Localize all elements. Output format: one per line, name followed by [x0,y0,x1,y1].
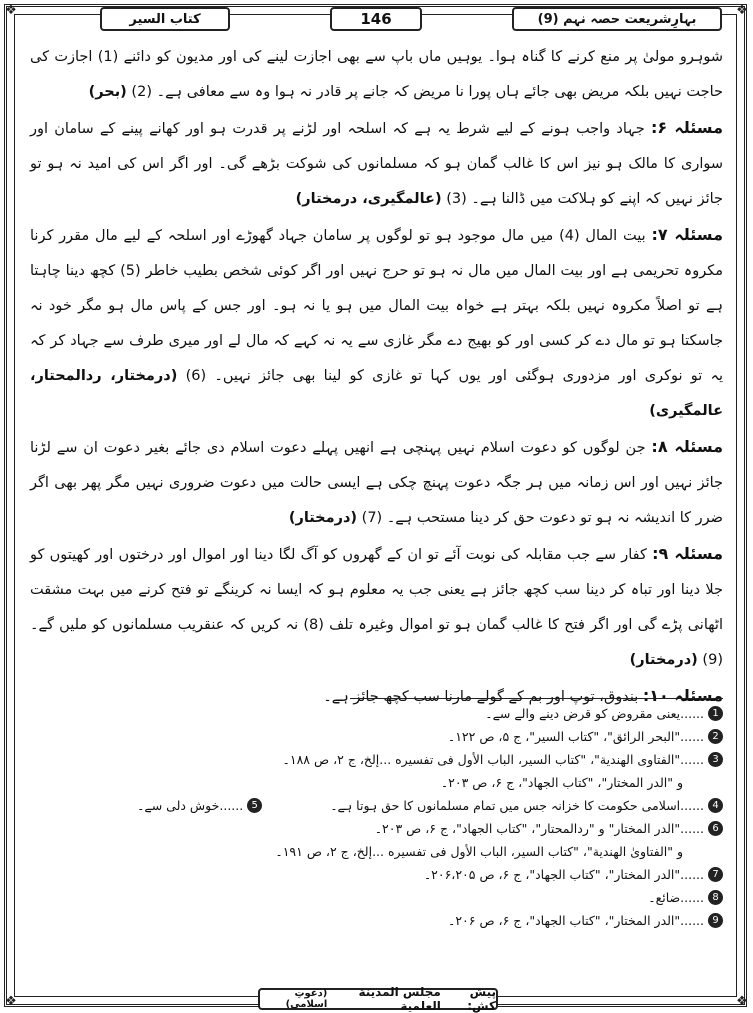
footnote-divider [350,698,723,699]
footnote-text: و "الدر المختار"، "کتاب الجهاد"، ج ۶، ص ۲۰۳۔ [440,775,683,790]
footnote-text: و "الفتاویٰ الھندیة"، "کتاب السیر، الباب الأول فی تفسیره ...إلخ، ج ۲، ص ۱۹۱۔ [275,844,683,859]
footnote-number: 2 [708,729,723,744]
footnote-number: 7 [708,867,723,882]
paragraph-text: جہاد واجب ہونے کے لیے شرط یہ ہے کہ اسلحہ اور لڑنے پر قدرت ہو اور کھانے پینے کے سامان اور سواری کا مالک ہو نیز اس کا غالب گمان ہو کہ مسلمانوں کی شوکت بڑھے گی۔ اور اگر اس کی امید نہ ہو تو جائز نہیں کہ اپنے کو ہلاکت میں ڈالنا ہے۔ (3) [30,121,723,207]
footnote-continuation [30,840,723,863]
footnote [30,817,723,840]
footnote-text: ......اسلامی حکومت کا خزانہ جس میں تمام مسلمانوں کا حق ہوتا ہے۔ [330,798,704,813]
footnote-number: 5 [247,798,262,813]
footnote-text: ......"الدر المختار" و "ردالمحتار"، "کتاب الجهاد"، ج ۶، ص ۲۰۳۔ [374,821,704,836]
footnote [30,725,723,748]
footnote-text: ......یعنی مقروض کو قرض دینے والے سے۔ [485,706,704,721]
footnote-text: ......"الفتاوی الھندیة"، "کتاب السیر، الباب الأول فی تفسیره ...إلخ، ج ۲، ص ۱۸۸۔ [282,752,704,767]
footnote-text: ......"الدر المختار"، "کتاب الجهاد"، ج ۶، ص ۲۰۶۔ [448,913,704,928]
paragraph [30,40,723,110]
masala-paragraph [30,217,723,429]
publisher-footer [258,985,498,1013]
masala-label: مسئلہ ۶: [651,118,723,137]
footnotes [30,702,723,932]
masala-label: مسئلہ ۷: [651,225,723,244]
reference: (عالمگیری، درمختار) [295,191,442,207]
reference: (درمختار، ردالمحتار، عالمگیری) [30,368,723,419]
ornament-icon: ❖ [5,3,17,18]
ornament-icon: ❖ [736,3,748,18]
footer-prefix: پیش کش: [467,985,496,1013]
footnote [30,748,723,771]
footnote-text: ......خوش دلی سے۔ [137,798,244,813]
chapter-title: کتاب السیر [100,7,230,31]
footnote [30,702,723,725]
footnote [30,794,723,817]
footnote [30,886,723,909]
reference: (بحر) [88,84,127,100]
footer-org: مجلس المدینة العلمیة [358,985,441,1013]
footnote-number: 6 [708,821,723,836]
footnote [30,909,723,932]
masala-label: مسئلہ ۹: [652,544,724,563]
masala-paragraph [30,110,723,217]
footer-sub: (دعوتِ اسلامی) [285,988,328,1010]
main-text [30,40,723,715]
footnote-number: 3 [708,752,723,767]
paragraph-text: بندوق، توپ اور بم کے گولے مارنا سب کچھ جائز ہے۔ [323,689,639,705]
footnote-number: 1 [708,706,723,721]
footnote-number: 9 [708,913,723,928]
reference: (درمختار) [288,510,358,526]
footnote-text: ......"الدر المختار"، "کتاب الجهاد"، ج ۶، ص ۲۰۶،۲۰۵۔ [423,867,704,882]
paragraph-text: جن لوگوں کو دعوت اسلام نہیں پہنچی ہے انھیں پہلے دعوت اسلام دی جائے بغیر دعوت ان سے لڑنا جائز نہیں اور اس زمانہ میں ہر جگہ دعوت پہنچ چکی ہے ایسی حالت میں دعوت ضروری نہیں مگر پھر بھی اگر ضرر کا اندیشہ نہ ہو تو دعوت حق کر دینا مستحب ہے۔ (7) [30,440,723,526]
masala-label: مسئلہ ۱۰: [642,686,723,705]
paragraph-text: بیت المال (4) میں مال موجود ہو تو لوگوں پر سامان جہاد گھوڑے اور اسلحہ کے لیے مال مقرر کرنا مکروہ تحریمی ہے اور بیت المال میں مال نہ ہو تو حرج نہیں اور اگر کوئی شخص بطیب خاطر (5) کچھ دینا چاہتا ہے تو اصلاً مکروہ نہیں بلکہ بہتر ہے خواہ بیت المال میں ہو یا نہ ہو۔ اور جس کے پاس مال ہو مگر خود نہ جاسکتا ہو تو مال دے کر کسی اور کو بھیج دے مگر غازی سے یہ نہ کہے کہ مال لے اور میری طرف سے جہاد کر کہ یہ تو نوکری اور مزدوری ہوگئی اور یوں کہا تو غازی کو لینا بھی جائز نہیں۔ (6) [30,228,723,384]
paragraph-text: کفار سے جب مقابلہ کی نوبت آئے تو ان کے گھروں کو آگ لگا دینا اور اموال اور درختوں اور کھیتوں کو جلا دینا اور تباہ کر دینا سب کچھ جائز ہے یعنی جب یہ معلوم ہو کہ ایسا نہ کرینگے تو فتح کرنے میں بہت مشقت اٹھانی پڑے گی اور اگر فتح کا غالب گمان ہو تو اموال وغیرہ تلف (8) نہ کریں کہ عنقریب مسلمانوں کو ملیں گے۔ (9) [30,547,723,668]
footnote [30,863,723,886]
footnote-number: 8 [708,890,723,905]
book-title: بہارِشریعت حصہ نہم (9) [512,7,722,31]
ornament-icon: ❖ [5,994,17,1009]
footnote-text: ......ضائع۔ [648,890,704,905]
footnote-text: ......"البحر الرائق"، "کتاب السیر"، ج ۵، ص ۱۲۲۔ [447,729,704,744]
ornament-icon: ❖ [736,994,748,1009]
reference: (درمختار) [629,652,698,668]
page-number: 146 [330,7,422,31]
footnote-number: 4 [708,798,723,813]
masala-paragraph [30,536,723,678]
masala-label: مسئلہ ۸: [651,437,724,456]
footnote-continuation [30,771,723,794]
masala-paragraph [30,429,723,536]
paragraph-text: شوہرو مولیٰ پر منع کرنے کا گناہ ہوا۔ یوہیں ماں باپ سے بھی اجازت لینے کی اور مدیون کو دائنے (1) اجازت کی حاجت نہیں بلکہ مریض بھی جائے ہاں پورا نا مریض کہ جانے پر قادر نہ ہوا وہ سے معافی ہے۔ (2) [30,49,723,100]
